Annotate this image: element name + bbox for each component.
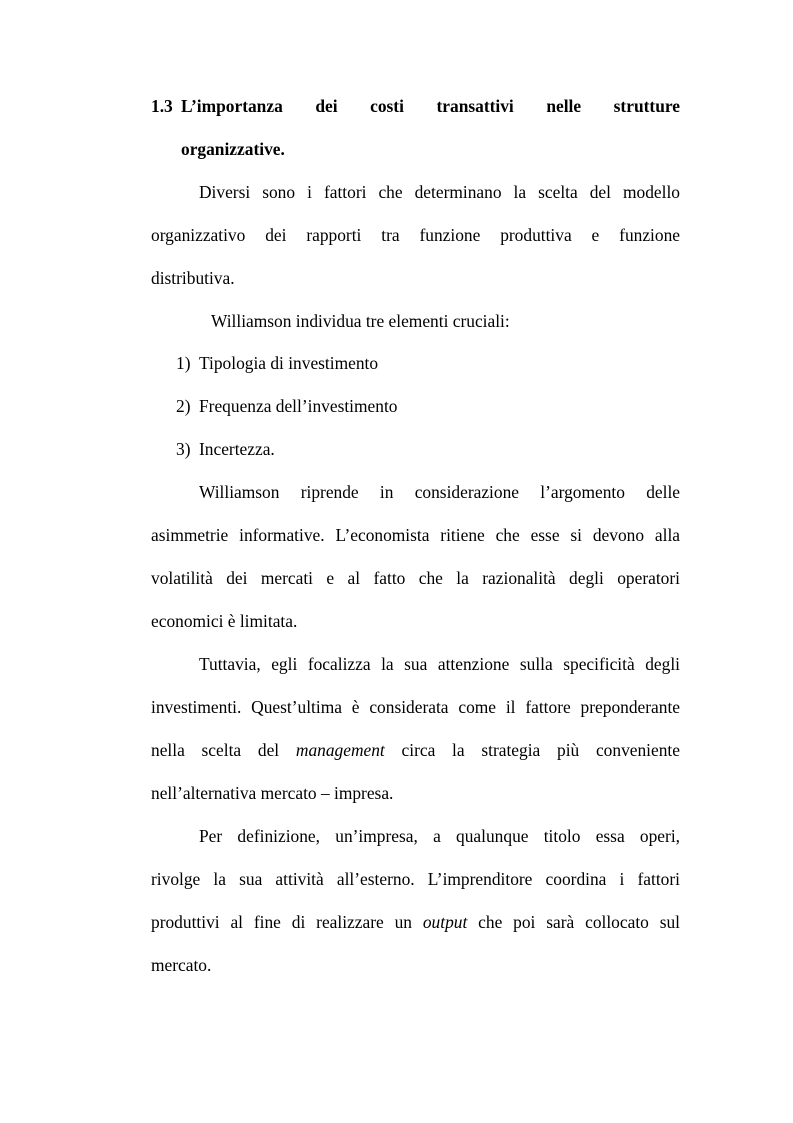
list-intro: Williamson individua tre elementi cruciali: [211,311,510,331]
paragraph-1-line-2: organizzativo dei rapporti tra funzione produttiva e funzione [151,225,680,245]
paragraph-3-line-4: nell’alternativa mercato – impresa. [151,783,394,803]
paragraph-2-line-4: economici è limitata. [151,611,298,631]
emphasis-management: management [295,740,385,760]
paragraph-4-line-3 [151,911,680,933]
emphasis-output: output [422,912,468,932]
paragraph-1-line-1: Diversi sono i fattori che determinano la scelta del modello [199,182,680,202]
list-item-text: Incertezza. [199,439,275,459]
paragraph-3-line-3-start: nella scelta del [151,740,280,760]
section-number: 1.3 [151,96,173,116]
list-item-number: 3) [176,439,191,459]
paragraph-3-line-3 [151,739,680,761]
list-item-number: 2) [176,396,191,416]
paragraph-1-line-3: distributiva. [151,268,235,288]
paragraph-2-line-1: Williamson riprende in considerazione l’argomento delle [199,482,680,502]
paragraph-4-line-4: mercato. [151,955,212,975]
paragraph-4-line-1: Per definizione, un’impresa, a qualunque titolo essa operi, [199,826,680,846]
paragraph-4-line-3-start: produttivi al fine di realizzare un [151,912,412,932]
section-title-line-1: L’importanza dei costi transattivi nelle strutture [181,96,680,116]
list-item-text: Tipologia di investimento [199,353,379,373]
section-title-line-2: organizzative. [181,139,285,159]
paragraph-3-line-1: Tuttavia, egli focalizza la sua attenzione sulla specificità degli [199,654,680,674]
paragraph-4-line-3-end: che poi sarà collocato sul [478,912,680,932]
paragraph-2-line-3: volatilità dei mercati e al fatto che la razionalità degli operatori [151,568,680,588]
list-item-number: 1) [176,353,191,373]
paragraph-3-line-3-end: circa la strategia più conveniente [401,740,680,760]
paragraph-3-line-2: investimenti. Quest’ultima è considerata come il fattore preponderante [151,697,680,717]
paragraph-2-line-2: asimmetrie informative. L’economista ritiene che esse si devono alla [151,525,680,545]
list-item-text: Frequenza dell’investimento [199,396,398,416]
paragraph-4-line-2: rivolge la sua attività all’esterno. L’imprenditore coordina i fattori [151,869,680,889]
